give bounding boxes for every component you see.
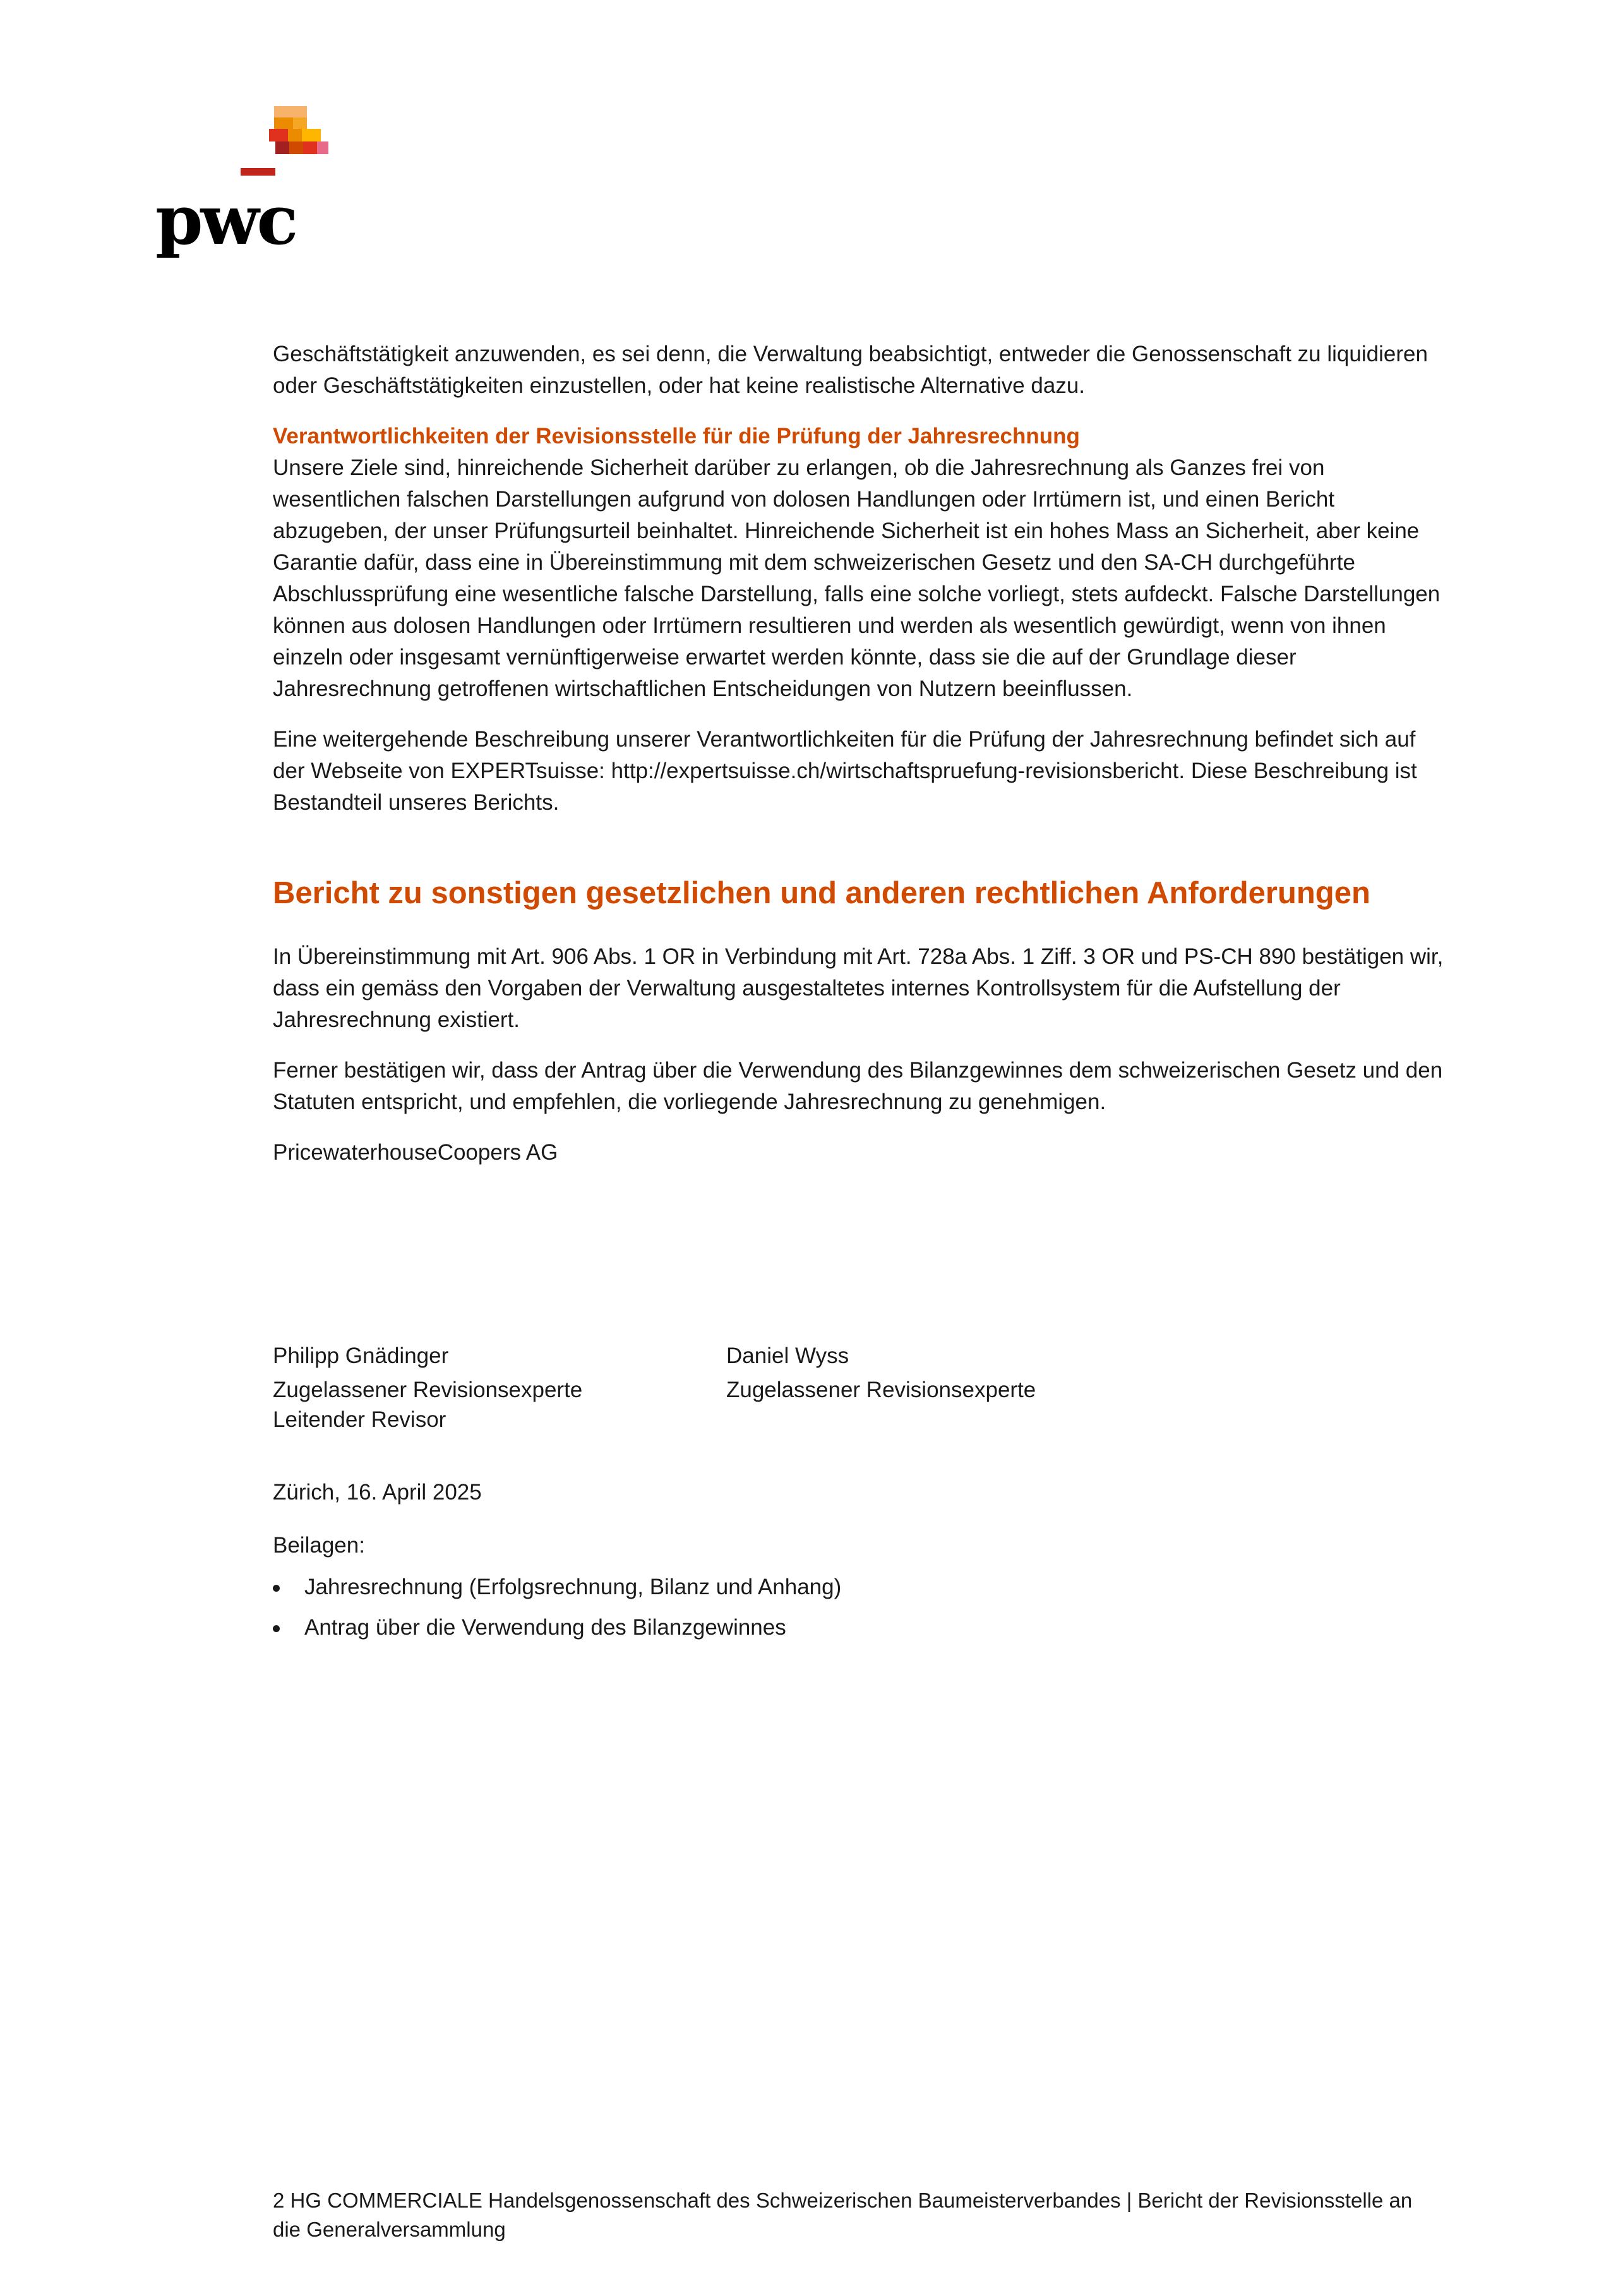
signatory-name: Philipp Gnädinger [273, 1343, 449, 1368]
signatory-2 [726, 1340, 1180, 1434]
attachments-list [273, 1572, 1523, 1644]
page-footer: 2 HG COMMERCIALE Handelsgenossenschaft des Schweizerischen Baumeisterverbandes | Bericht der Revisionsstelle an die Generalversammlung [273, 2189, 1413, 2241]
report-body [273, 339, 1523, 1652]
legal-requirements-heading: Bericht zu sonstigen gesetzlichen und anderen rechtlichen Anforderungen [273, 876, 1370, 910]
list-item: Antrag über die Verwendung des Bilanzgewinnes [273, 1612, 1523, 1644]
responsibilities-heading: Verantwortlichkeiten der Revisionsstelle für die Prüfung der Jahresrechnung [273, 424, 1080, 448]
signatory-1 [273, 1340, 726, 1434]
signatures [273, 1340, 1523, 1434]
signatory-name: Daniel Wyss [726, 1343, 849, 1368]
svg-text:pwc: pwc [155, 181, 296, 258]
responsibilities-paragraph-1: Unsere Ziele sind, hinreichende Sicherheit darüber zu erlangen, ob die Jahresrechnung als Ganzes frei von wesentlichen falschen Darstellungen aufgrund von dolosen Handlungen oder Irrtümern ist, und einen Bericht abzugeben, der unser Prüfungsurteil beinhaltet. Hinreichende Sicherheit ist ein hohes Mass an Sicherheit, aber keine Garantie dafür, dass eine in Übereinstimmung mit dem schweizerischen Gesetz und den SA-CH durchgeführte Abschlussprüfung eine wesentliche falsche Darstellung, falls eine solche vorliegt, stets aufdeckt. Falsche Darstellungen können aus dolosen Handlungen oder Irrtümern resultieren und werden als wesentlich gewürdigt, wenn von ihnen einzeln oder insgesamt vernünftigerweise erwartet werden könnte, dass sie die auf der Grundlage dieser Jahresrechnung getroffenen wirtschaftlichen Entscheidungen von Nutzern beeinflussen. [273, 455, 1440, 701]
pwc-logo [155, 106, 345, 258]
signatory-role: Zugelassener Revisionsexperte [726, 1378, 1036, 1402]
intro-paragraph: Geschäftstätigkeit anzuwenden, es sei denn, die Verwaltung beabsichtigt, entweder die Genossenschaft zu liquidieren oder Geschäftstätigkeiten einzustellen, oder hat keine realistische Alternative dazu. [273, 342, 1428, 398]
legal-paragraph-2: Ferner bestätigen wir, dass der Antrag über die Verwendung des Bilanzgewinnes dem schweizerischen Gesetz und den Statuten entspricht, und empfehlen, die vorliegende Jahresrechnung zu genehmigen. [273, 1058, 1443, 1114]
place-date: Zürich, 16. April 2025 [273, 1480, 482, 1505]
legal-paragraph-1: In Übereinstimmung mit Art. 906 Abs. 1 OR in Verbindung mit Art. 728a Abs. 1 Ziff. 3 OR und PS-CH 890 bestätigen wir, dass ein gemäss den Vorgaben der Verwaltung ausgestaltetes internes Kontrollsystem für die Aufstellung der Jahresrechnung existiert. [273, 944, 1444, 1032]
attachments-title: Beilagen: [273, 1533, 365, 1558]
signatory-role: Zugelassener Revisionsexperte [273, 1378, 583, 1402]
signatory-role-secondary: Leitender Revisor [273, 1407, 446, 1432]
bullet-icon [273, 1585, 280, 1592]
responsibilities-paragraph-2: Eine weitergehende Beschreibung unserer Verantwortlichkeiten für die Prüfung der Jahresrechnung befindet sich auf der Webseite von EXPERTsuisse: http://expertsuisse.ch/wirtschaftspruefung-revisionsbericht. Diese Beschreibung ist Bestandteil unseres Berichts. [273, 727, 1417, 815]
bullet-icon [273, 1625, 280, 1632]
list-item: Jahresrechnung (Erfolgsrechnung, Bilanz und Anhang) [273, 1572, 1523, 1603]
firm-name: PricewaterhouseCoopers AG [273, 1140, 558, 1165]
